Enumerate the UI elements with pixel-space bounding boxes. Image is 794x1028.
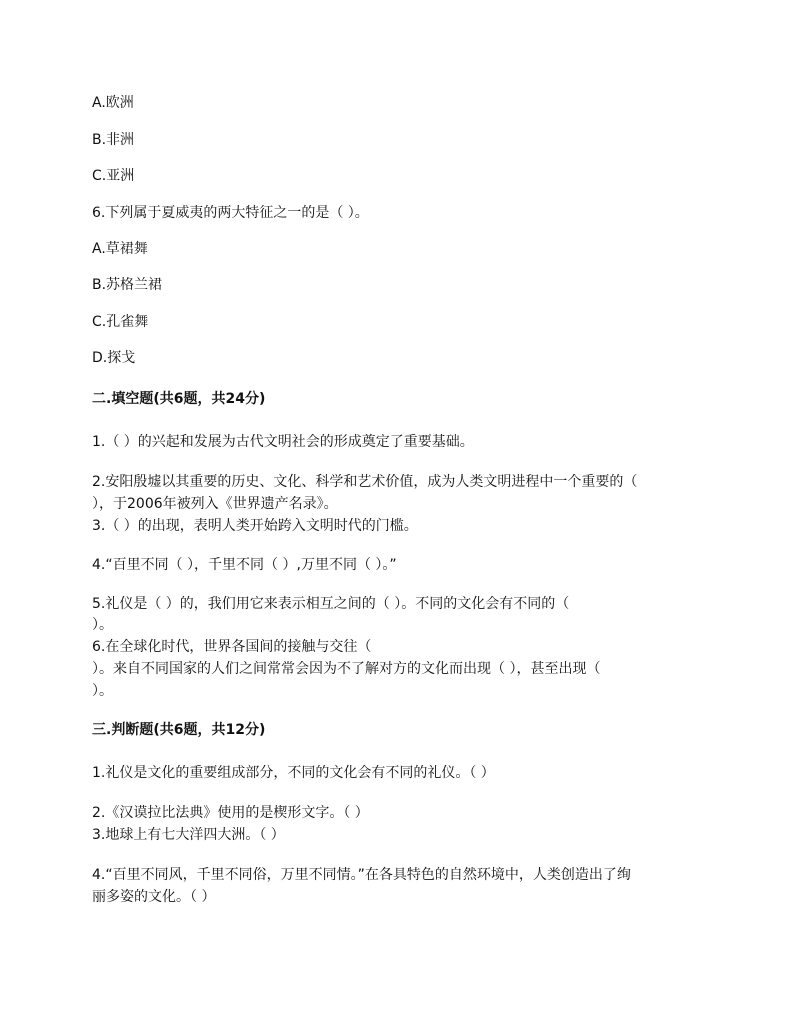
fill-blank-5-line-2: ）。 bbox=[92, 617, 113, 633]
fill-blank-6-line-2: ）。来自不同国家的人们之间常常会因为不了解对方的文化而出现（ ），甚至出现（ bbox=[92, 661, 601, 677]
question-6-stem: 6.下列属于夏威夷的两大特征之一的是（ ）。 bbox=[92, 205, 369, 221]
fill-blank-1: 1.（ ）的兴起和发展为古代文明社会的形成奠定了重要基础。 bbox=[92, 434, 474, 450]
judge-1: 1.礼仪是文化的重要组成部分，不同的文化会有不同的礼仪。（ ） bbox=[92, 765, 495, 781]
fill-blank-4: 4.“百里不同（ ），千里不同（ ）,万里不同（ ）。” bbox=[92, 557, 397, 573]
option-a: A.欧洲 bbox=[92, 95, 134, 111]
judge-3: 3.地球上有七大洋四大洲。（ ） bbox=[92, 827, 285, 843]
section-2-heading: 二.填空题(共6题，共24分) bbox=[92, 391, 266, 407]
fill-blank-6-line-3: ）。 bbox=[92, 683, 113, 699]
fill-blank-5-line-1: 5.礼仪是（ ）的，我们用它来表示相互之间的（ ）。不同的文化会有不同的（ bbox=[92, 596, 570, 612]
fill-blank-3: 3.（ ）的出现，表明人类开始跨入文明时代的门槛。 bbox=[92, 518, 418, 534]
option-c: C.亚洲 bbox=[92, 168, 135, 184]
option-b: B.非洲 bbox=[92, 132, 135, 148]
question-6-option-d: D.探戈 bbox=[92, 350, 136, 366]
question-6-option-c: C.孔雀舞 bbox=[92, 314, 149, 330]
judge-4-line-1: 4.“百里不同风，千里不同俗，万里不同情。”在各具特色的自然环境中，人类创造出了绚 bbox=[92, 867, 631, 883]
question-6-option-a: A.草裙舞 bbox=[92, 241, 148, 257]
section-3-heading: 三.判断题(共6题，共12分) bbox=[92, 722, 266, 738]
fill-blank-6-line-1: 6.在全球化时代，世界各国间的接触与交往（ bbox=[92, 639, 372, 655]
judge-4-line-2: 丽多姿的文化。（ ） bbox=[92, 889, 216, 905]
fill-blank-2-line-1: 2.安阳殷墟以其重要的历史、文化、科学和艺术价值，成为人类文明进程中一个重要的（ bbox=[92, 474, 638, 490]
question-6-option-b: B.苏格兰裙 bbox=[92, 277, 163, 293]
fill-blank-2-line-2: ），于2006年被列入《世界遗产名录》。 bbox=[92, 496, 338, 512]
judge-2: 2.《汉谟拉比法典》使用的是楔形文字。（ ） bbox=[92, 805, 369, 821]
